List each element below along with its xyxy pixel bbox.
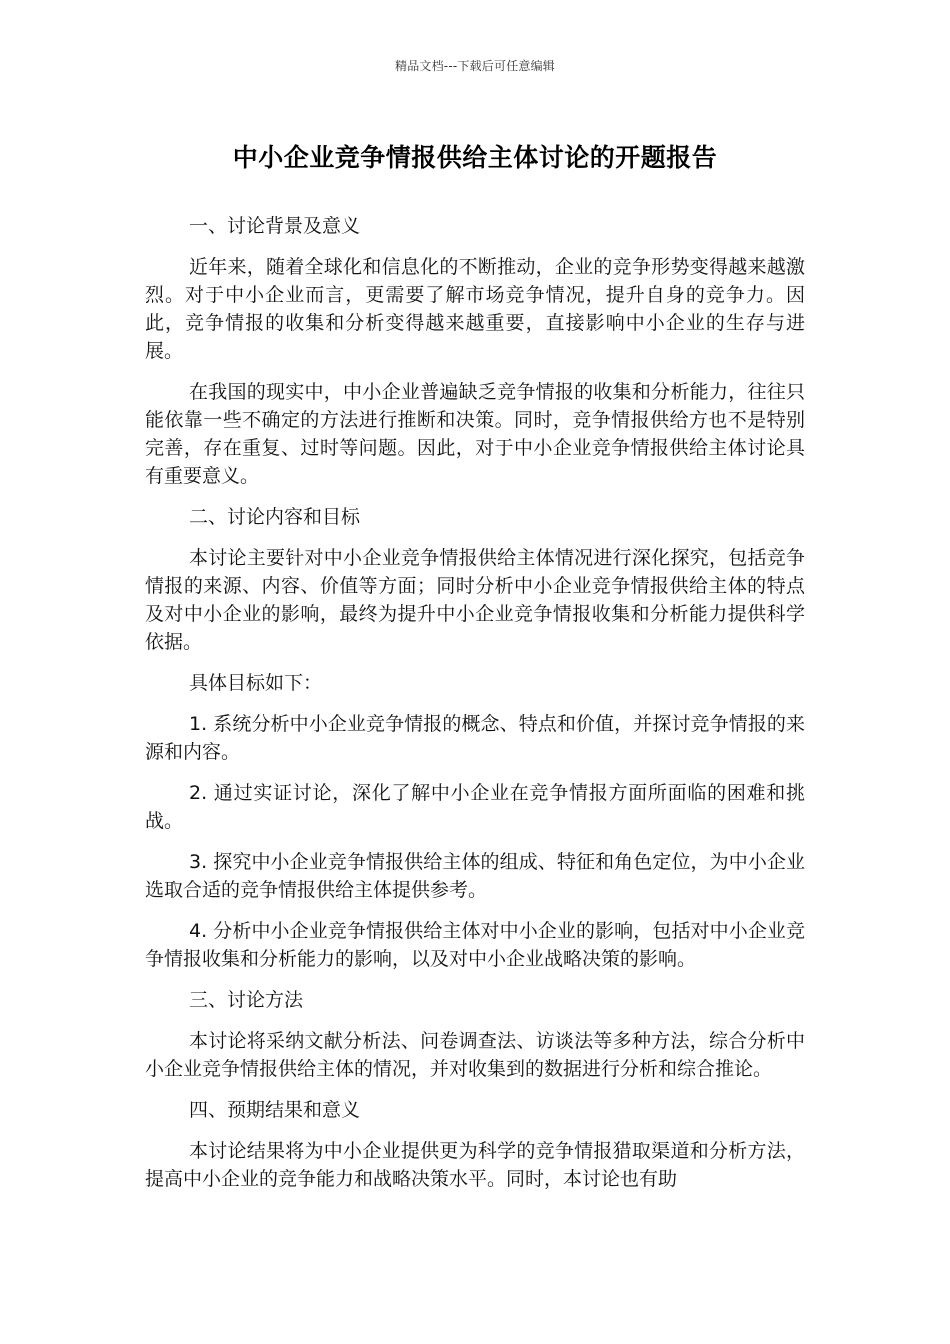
section-heading-content-goals: 二、讨论内容和目标 (189, 506, 361, 528)
goal-item-2: 2. 通过实证讨论，深化了解中小企业在竞争情报方面所面临的困难和挑战。 (145, 782, 805, 832)
section-heading-background: 一、讨论背景及意义 (189, 215, 361, 237)
document-title: 中小企业竞争情报供给主体讨论的开题报告 (232, 143, 718, 172)
page-header-watermark: 精品文档---下载后可任意编辑 (395, 59, 555, 73)
paragraph-expected-results: 本讨论结果将为中小企业提供更为科学的竞争情报猎取渠道和分析方法，提高中小企业的竞争能力和战略决策水平。同时，本讨论也有助 (145, 1140, 805, 1190)
goal-item-1: 1. 系统分析中小企业竞争情报的概念、特点和价值，并探讨竞争情报的来源和内容。 (145, 713, 805, 763)
goal-item-4: 4. 分析中小企业竞争情报供给主体对中小企业的影响，包括对中小企业竞争情报收集和分析能力的影响，以及对中小企业战略决策的影响。 (145, 920, 805, 970)
paragraph-background-1: 近年来，随着全球化和信息化的不断推动，企业的竞争形势变得越来越激烈。对于中小企业而言，更需要了解市场竞争情况，提升自身的竞争力。因此，竞争情报的收集和分析变得越来越重要，直接影响中小企业的生存与进展。 (145, 256, 805, 362)
paragraph-background-2: 在我国的现实中，中小企业普遍缺乏竞争情报的收集和分析能力，往往只能依靠一些不确定的方法进行推断和决策。同时，竞争情报供给方也不是特别完善，存在重复、过时等问题。因此，对于中小企业竞争情报供给主体讨论具有重要意义。 (145, 381, 805, 487)
subheading-specific-goals: 具体目标如下： (189, 672, 323, 694)
section-heading-methods: 三、讨论方法 (189, 989, 304, 1011)
section-heading-expected-results: 四、预期结果和意义 (189, 1099, 361, 1121)
paragraph-content: 本讨论主要针对中小企业竞争情报供给主体情况进行深化探究，包括竞争情报的来源、内容、价值等方面；同时分析中小企业竞争情报供给主体的特点及对中小企业的影响，最终为提升中小企业竞争情报收集和分析能力提供科学依据。 (145, 547, 805, 653)
document-body (145, 212, 805, 1206)
paragraph-methods: 本讨论将采纳文献分析法、问卷调查法、访谈法等多种方法，综合分析中小企业竞争情报供给主体的情况，并对收集到的数据进行分析和综合推论。 (145, 1030, 805, 1080)
goal-item-3: 3. 探究中小企业竞争情报供给主体的组成、特征和角色定位，为中小企业选取合适的竞争情报供给主体提供参考。 (145, 851, 805, 901)
